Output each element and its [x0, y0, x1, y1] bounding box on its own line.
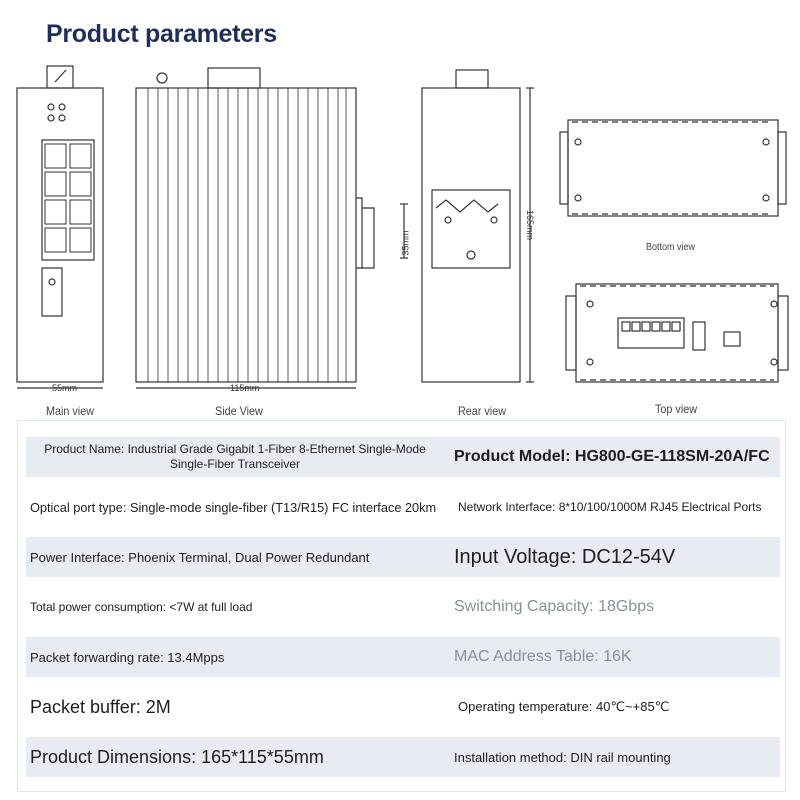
- network-interface: Network Interface: 8*10/100/1000M RJ45 Electrical Ports: [458, 500, 762, 514]
- param-cell: [30, 437, 440, 477]
- param-cell: [30, 637, 440, 677]
- depth-dimension: 115mm: [230, 383, 260, 393]
- table-row: [26, 537, 780, 577]
- power-interface: Power Interface: Phoenix Terminal, Dual Power Redundant: [30, 549, 370, 565]
- product-dimensions: Product Dimensions: 165*115*55mm: [30, 746, 324, 767]
- packet-buffer: Packet buffer: 2M: [30, 696, 171, 717]
- param-cell: [30, 687, 440, 727]
- parameter-table: [17, 420, 786, 792]
- switching-capacity: Switching Capacity: 18Gbps: [454, 598, 655, 615]
- param-cell: [458, 487, 784, 527]
- height-dimension: 165mm: [525, 209, 536, 241]
- param-cell: [454, 637, 780, 677]
- width-dimension: 55mm: [52, 383, 78, 393]
- bottom-view-label: Bottom view: [646, 242, 696, 253]
- operating-temperature: Operating temperature: 40℃~+85℃: [458, 699, 670, 714]
- table-row: [26, 587, 780, 627]
- param-cell: [30, 537, 440, 577]
- param-cell: [454, 437, 780, 477]
- param-cell: [454, 537, 780, 577]
- product-model: Product Model: HG800-GE-118SM-20A/FC: [454, 448, 770, 465]
- packet-forwarding-rate: Packet forwarding rate: 13.4Mpps: [30, 649, 225, 665]
- bottom-view-drawing: [560, 120, 786, 216]
- param-cell: [454, 587, 780, 627]
- param-cell: [458, 687, 784, 727]
- page-title: Product parameters: [46, 20, 277, 48]
- main-view-label: Main view: [46, 404, 95, 418]
- product-name: Product Name: Industrial Grade Gigabit 1-Fiber 8-Ethernet Single-Mode Single-Fiber Transceiver: [44, 442, 426, 471]
- rear-view-drawing: [422, 70, 534, 382]
- rear-view-label: Rear view: [458, 404, 507, 418]
- total-power-consumption: Total power consumption: <7W at full load: [30, 600, 253, 614]
- mac-address-table: MAC Address Table: 16K: [454, 648, 632, 665]
- technical-drawings: [0, 60, 800, 420]
- input-voltage: Input Voltage: DC12-54V: [454, 545, 676, 568]
- table-row: [26, 437, 780, 477]
- main-view-drawing: [17, 66, 103, 388]
- param-cell: [30, 737, 440, 777]
- param-cell: [30, 587, 440, 627]
- rail-dimension: 35mm: [400, 230, 411, 256]
- param-cell: [30, 487, 440, 527]
- top-view-drawing: [566, 284, 788, 382]
- table-row: [26, 737, 780, 777]
- table-row: [26, 637, 780, 677]
- side-view-drawing: [136, 68, 408, 388]
- param-cell: [454, 737, 780, 777]
- installation-method: Installation method: DIN rail mounting: [454, 749, 671, 765]
- table-row: [26, 487, 780, 527]
- optical-port-type: Optical port type: Single-mode single-fiber (T13/R15) FC interface 20km: [30, 499, 437, 515]
- side-view-label: Side View: [215, 404, 263, 418]
- table-row: [26, 687, 780, 727]
- top-view-label: Top view: [655, 402, 698, 416]
